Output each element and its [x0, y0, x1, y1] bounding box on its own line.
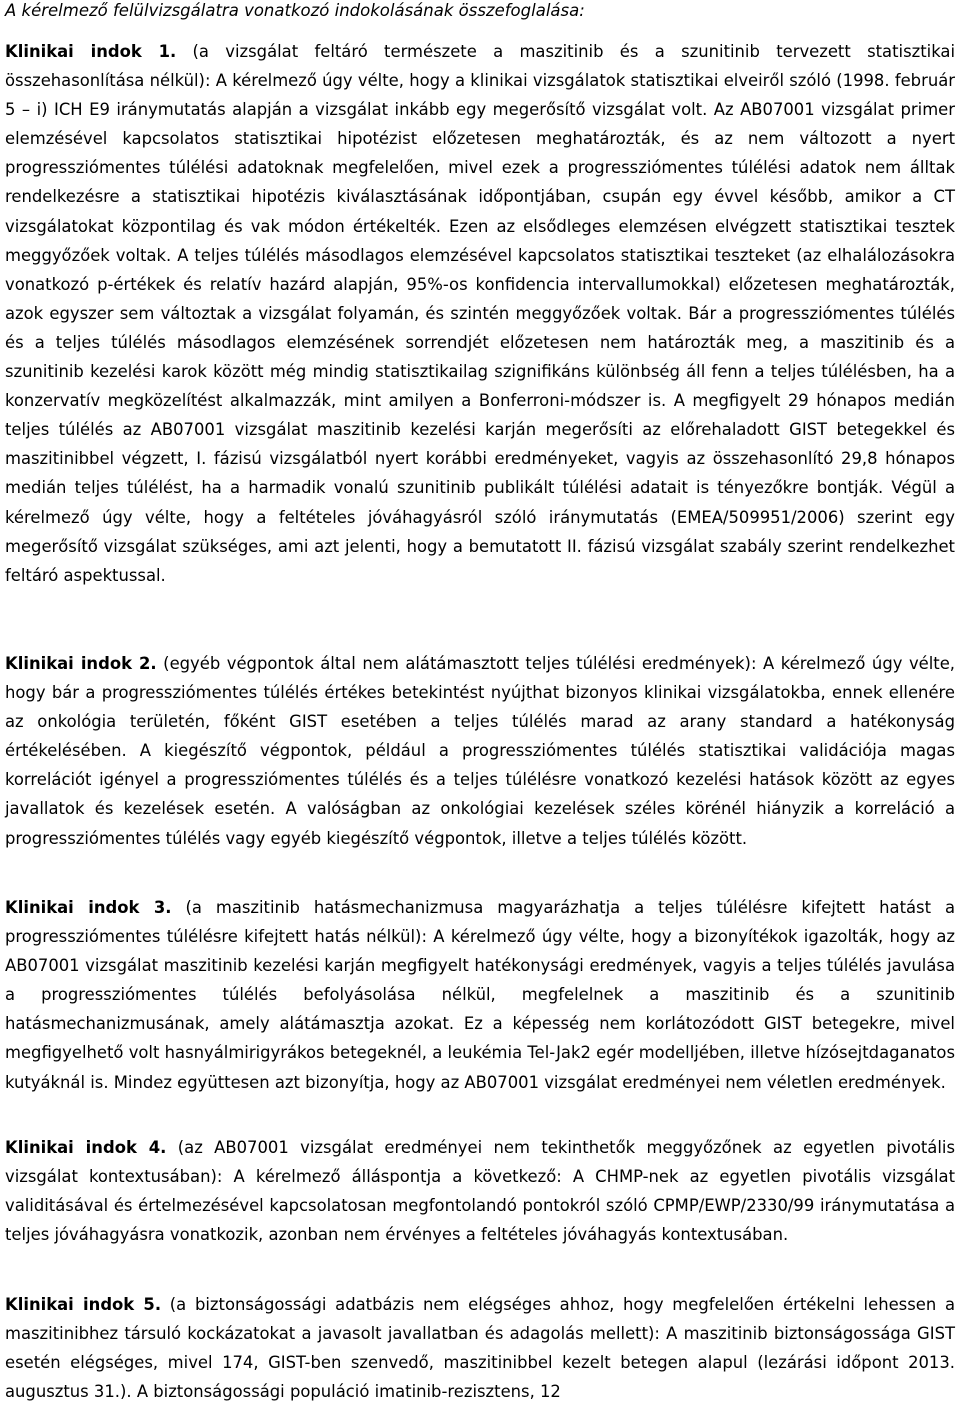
- clinical-reason-4: [5, 1133, 955, 1249]
- clinical-reason-5-lead: Klinikai indok 5.: [5, 1295, 162, 1314]
- summary-heading: A kérelmező felülvizsgálatra vonatkozó indokolásának összefoglalása:: [5, 1, 585, 20]
- clinical-reason-2: [5, 649, 955, 853]
- clinical-reason-5-text: (a biztonságossági adatbázis nem elégséges ahhoz, hogy megfelelően értékelni lehessen a maszitinibhez társuló kockázatokat a javasolt javallatban és adagolás mellett): A maszitinib biztonságossága GIST esetén elégséges, mivel 174, GIST-ben szenvedő, maszitinibbel kezelt betegen alapul (lezárási időpont 2013. augusztus 31.). A biztonságossági populáció imatinib-rezisztens, 12: [5, 1295, 955, 1402]
- clinical-reason-3: [5, 893, 955, 1097]
- clinical-reason-5: [5, 1290, 955, 1406]
- clinical-reason-4-text: (az AB07001 vizsgálat eredményei nem tekinthetők meggyőzőnek az egyetlen pivotális vizsgálat kontextusában): A kérelmező álláspontja a következő: A CHMP-nek az egyetlen pivotális vizsgálat validitásával és értelmezésével kapcsolatosan megfontolandó pontokról szóló CPMP/EWP/2330/99 iránymutatása a teljes jóváhagyásra vonatkozik, azonban nem érvényes a feltételes jóváhagyás kontextusában.: [5, 1138, 955, 1245]
- clinical-reason-2-text: (egyéb végpontok által nem alátámasztott teljes túlélési eredmények): A kérelmező úgy vélte, hogy bár a progressziómentes túlélés értékes betekintést nyújthat bizonyos klinikai vizsgálatokba, ennek ellenére az onkológia területén, főként GIST esetében a teljes túlélés marad az arany standard a hatékonyság értékelésében. A kiegészítő végpontok, például a progressziómentes túlélés statisztikai validációja magas korrelációt igényel a progressziómentes túlélés és a teljes túlélésre vonatkozó kezelési hatások között az egyes javallatok és kezelések esetén. A valóságban az onkológiai kezelések széles körénél hiányzik a korreláció a progressziómentes túlélés vagy egyéb kiegészítő végpontok, illetve a teljes túlélés között.: [5, 654, 955, 848]
- clinical-reason-3-text: (a maszitinib hatásmechanizmusa magyarázhatja a teljes túlélésre kifejtett hatást a progressziómentes túlélésre kifejtett hatás nélkül): A kérelmező úgy vélte, hogy a bizonyítékok igazolták, hogy az AB07001 vizsgálat maszitinib kezelési karján megfigyelt hatékonysági eredmények, vagyis a teljes túlélés javulása a progressziómentes túlélés befolyásolása nélkül, megfelelnek a maszitinib és a szunitinib hatásmechanizmusának, amely alátámasztja azokat. Ez a képesség nem korlátozódott GIST betegekre, mivel megfigyelhető volt hasnyálmirigyrákos betegeknél, a leukémia Tel-Jak2 egér modelljében, illetve hízósejtdaganatos kutyáknál is. Mindez együttesen azt bizonyítja, hogy az AB07001 vizsgálat eredményei nem véletlen eredmények.: [5, 898, 956, 1092]
- clinical-reason-4-lead: Klinikai indok 4.: [5, 1138, 167, 1157]
- clinical-reason-1-lead: Klinikai indok 1.: [5, 42, 177, 61]
- clinical-reason-1-text: (a vizsgálat feltáró természete a maszitinib és a szunitinib tervezett statisztikai összehasonlítása nélkül): A kérelmező úgy vélte, hogy a klinikai vizsgálatok statisztikai elveiről szóló (1998. február 5 – i) ICH E9 iránymutatás alapján a vizsgálat inkább egy megerősítő vizsgálat volt. Az AB07001 vizsgálat primer elemzésével kapcsolatos statisztikai hipotézist előzetesen meghatározták, és az nem változott a nyert progressziómentes túlélési adatoknak megfelelően, mivel ezek a progressziómentes túlélési adatok nem álltak rendelkezésre a statisztikai hipotézis kiválasztásának időpontjában, csupán egy évvel később, amikor a CT vizsgálatokat központilag és vak módon értékelték. Ezen az elsődleges elemzésen elvégzett statisztikai tesztek meggyőzőek voltak. A teljes túlélés másodlagos elemzésével kapcsolatos statisztikai teszteket (az elhalálozásokra vonatkozó p-értékek és relatív hazárd alapján, 95%-os konfidencia intervallumokkal) előzetesen meghatározták, azok egyszer sem változtak a vizsgálat folyamán, és szintén meggyőzőek voltak. Bár a progressziómentes túlélés és a teljes túlélés másodlagos elemzésének sorrendjét előzetesen nem határozták meg, a maszitinib és a szunitinib kezelési karok között még mindig statisztikailag szignifikáns különbség áll fenn a teljes túlélésben, ha a konzervatív megközelítést alkalmazzák, mint amilyen a Bonferroni-módszer is. A megfigyelt 29 hónapos medián teljes túlélés az AB07001 vizsgálat maszitinib kezelési karján megerősíti az előrehaladott GIST betegekkel és maszitinibbel végzett, I. fázisú vizsgálatból nyert korábbi eredményeket, vagyis az összehasonlító 29,8 hónapos medián teljes túlélést, ha a harmadik vonalú szunitinib publikált túlélési adatait is tényezőkre bontják. Végül a kérelmező úgy vélte, hogy a feltételes jóváhagyásról szóló iránymutatás (EMEA/509951/2006) szerint egy megerősítő vizsgálat szükséges, ami azt jelenti, hogy a bemutatott II. fázisú vizsgálat szabály szerint rendelkezhet feltáró aspektussal.: [5, 42, 955, 585]
- clinical-reason-3-lead: Klinikai indok 3.: [5, 898, 172, 917]
- clinical-reason-1: [5, 37, 955, 590]
- clinical-reason-2-lead: Klinikai indok 2.: [5, 654, 157, 673]
